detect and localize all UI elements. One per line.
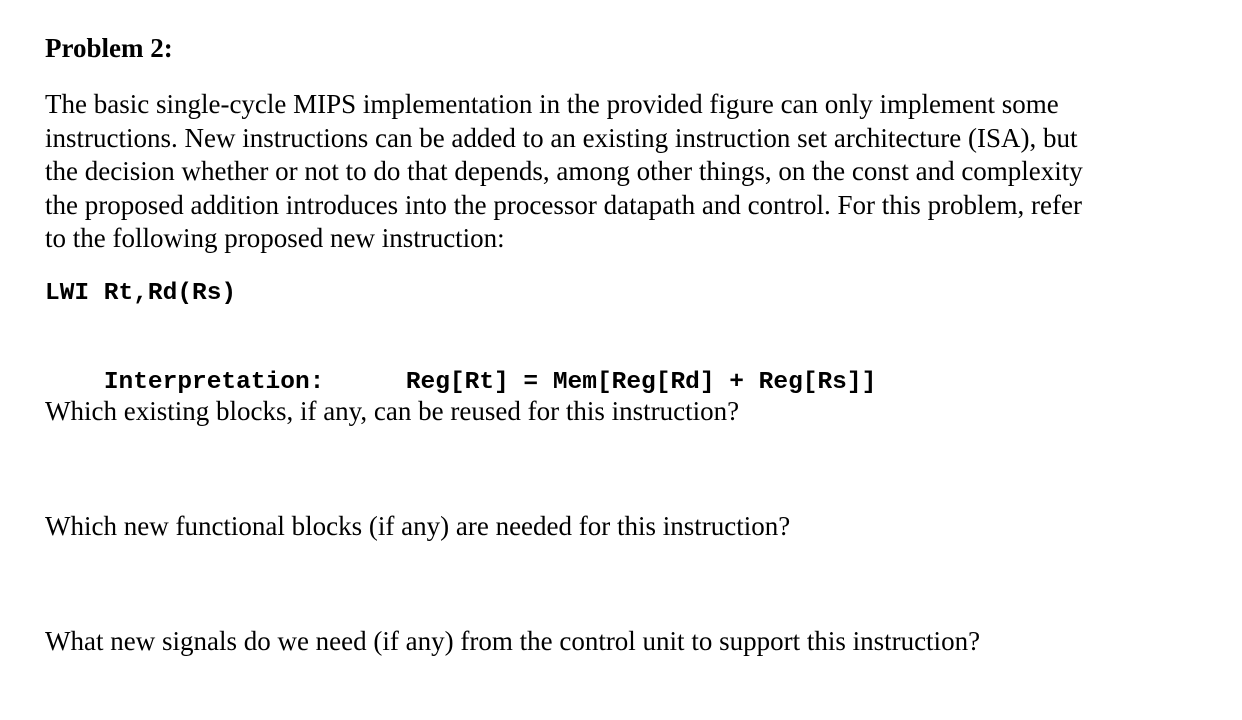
question-control-signals: What new signals do we need (if any) from the control unit to support this instruction? (45, 626, 981, 656)
description-line: the decision whether or not to do that depends, among other things, on the const and complexity (45, 156, 1083, 186)
document-page (45, 0, 1205, 720)
description-line: The basic single-cycle MIPS implementation in the provided figure can only implement some (45, 89, 1059, 119)
interpretation-label: Interpretation: (103, 369, 325, 396)
question-new-blocks: Which new functional blocks (if any) are needed for this instruction? (45, 511, 791, 541)
question-reused-blocks: Which existing blocks, if any, can be reused for this instruction? (45, 396, 740, 426)
problem-title: Problem 2: (45, 33, 173, 63)
description-line: instructions. New instructions can be added to an existing instruction set architecture (ISA), but (45, 122, 1078, 153)
interpretation-expression: Reg[Rt] = Mem[Reg[Rd] + Reg[Rs]] (405, 369, 877, 396)
problem-description (45, 88, 1205, 256)
instruction-syntax: LWI Rt,Rd(Rs) (45, 280, 237, 307)
description-line: to the following proposed new instruction: (45, 223, 505, 253)
description-line: the proposed addition introduces into the processor datapath and control. For this problem, refer (45, 189, 1082, 220)
